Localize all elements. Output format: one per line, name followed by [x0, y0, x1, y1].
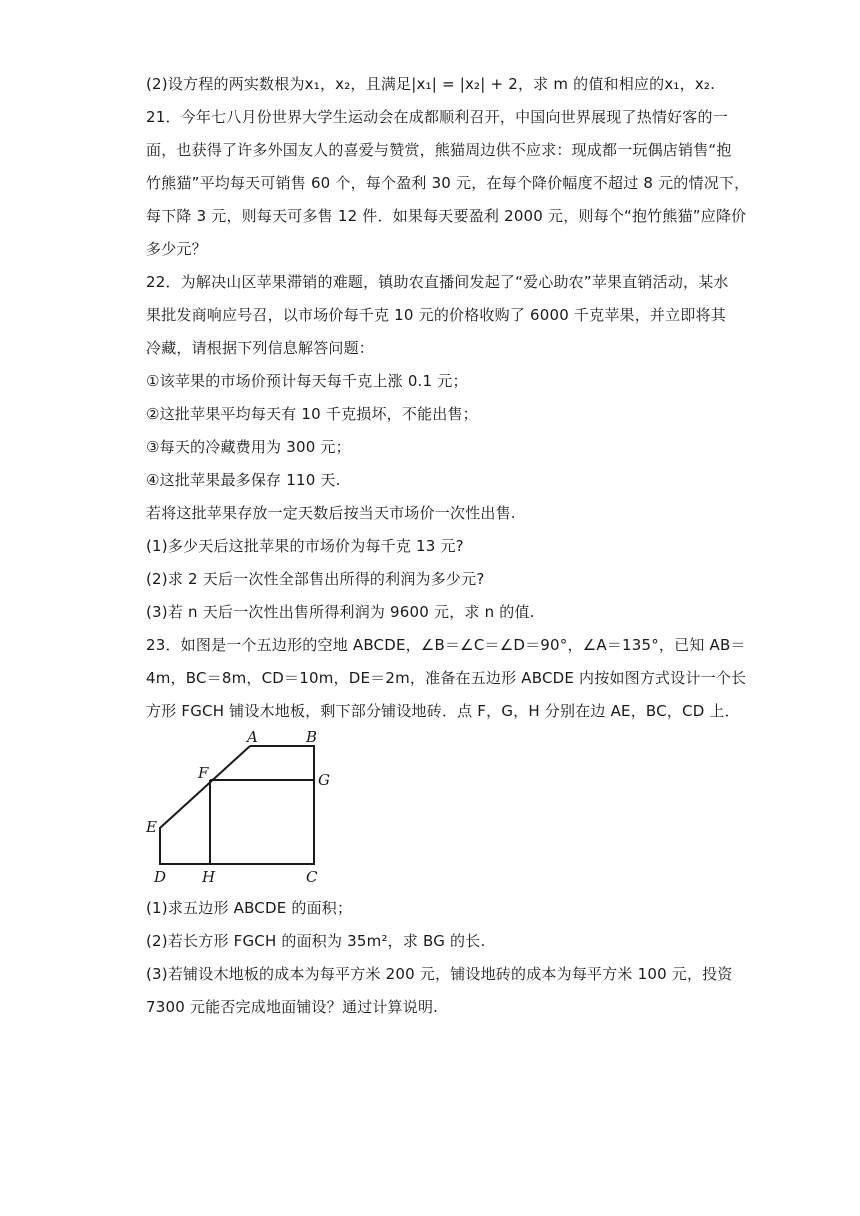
- q21-line: 多少元？: [146, 240, 207, 258]
- label-g: G: [318, 771, 330, 789]
- q22-part: (2)求 2 天后一次性全部售出所得的利润为多少元?: [146, 570, 485, 588]
- q22-line: 果批发商响应号召，以市场价每千克 10 元的价格收购了 6000 千克苹果，并立即将其: [146, 306, 726, 324]
- question-22: [146, 266, 729, 629]
- question-23: [146, 629, 747, 1024]
- q23-part: (2)若长方形 FGCH 的面积为 35m²，求 BG 的长.: [146, 932, 486, 950]
- q22-item: ③每天的冷藏费用为 300 元；: [146, 438, 351, 456]
- q22-intro: 若将这批苹果存放一定天数后按当天市场价一次性出售.: [146, 504, 516, 522]
- q22-part: (3)若 n 天后一次性出售所得利润为 9600 元，求 n 的值.: [146, 603, 535, 621]
- q22-item: ①该苹果的市场价预计每天每千克上涨 0.1 元；: [146, 372, 468, 390]
- pentagon-outline: [160, 746, 314, 864]
- exam-page: [146, 68, 750, 1024]
- label-c: C: [306, 868, 318, 886]
- q22-line: 22．为解决山区苹果滞销的难题，镇助农直播间发起了“爱心助农”苹果直销活动，某水: [146, 273, 729, 291]
- q22-item: ②这批苹果平均每天有 10 千克损坏，不能出售；: [146, 405, 478, 423]
- pentagon-figure: [146, 730, 718, 890]
- pentagon-diagram: [146, 730, 346, 890]
- question-21: [146, 101, 750, 266]
- q22-part: (1)多少天后这批苹果的市场价为每千克 13 元?: [146, 537, 464, 555]
- q21-line: 21．今年七八月份世界大学生运动会在成都顺利召开，中国向世界展现了热情好客的一: [146, 108, 728, 126]
- label-f: F: [198, 764, 209, 782]
- q21-line: 每下降 3 元，则每天可多售 12 件．如果每天要盈利 2000 元，则每个“抱竹熊猫”应降价: [146, 207, 747, 225]
- label-e: E: [146, 818, 157, 836]
- label-b: B: [306, 730, 318, 746]
- q21-line: 竹熊猫”平均每天可销售 60 个，每个盈利 30 元，在每个降价幅度不超过 8 元的情况下，: [146, 174, 750, 192]
- label-h: H: [202, 868, 216, 886]
- q23-line: 4m，BC＝8m，CD＝10m，DE＝2m，准备在五边形 ABCDE 内按如图方式设计一个长: [146, 669, 747, 687]
- q23-line: 23．如图是一个五边形的空地 ABCDE，∠B＝∠C＝∠D＝90°，∠A＝135°，已知 AB＝: [146, 636, 746, 654]
- q20-part2: (2)设方程的两实数根为x₁，x₂，且满足|x₁| = |x₂| + 2，求 m 的值和相应的x₁，x₂.: [146, 75, 716, 93]
- label-a: A: [247, 730, 258, 746]
- q23-part: (3)若铺设木地板的成本为每平方米 200 元，铺设地砖的成本为每平方米 100 元，投资: [146, 965, 733, 983]
- q23-part: 7300 元能否完成地面铺设？通过计算说明.: [146, 998, 439, 1016]
- q23-line: 方形 FGCH 铺设木地板，剩下部分铺设地砖．点 F，G，H 分别在边 AE，BC，CD 上．: [146, 702, 740, 720]
- label-d: D: [154, 868, 167, 886]
- q21-line: 面，也获得了许多外国友人的喜爱与赞赏，熊猫周边供不应求：现成都一玩偶店销售“抱: [146, 141, 732, 159]
- q22-line: 冷藏，请根据下列信息解答问题：: [146, 339, 375, 357]
- q23-part: (1)求五边形 ABCDE 的面积；: [146, 899, 353, 917]
- q22-item: ④这批苹果最多保存 110 天.: [146, 471, 341, 489]
